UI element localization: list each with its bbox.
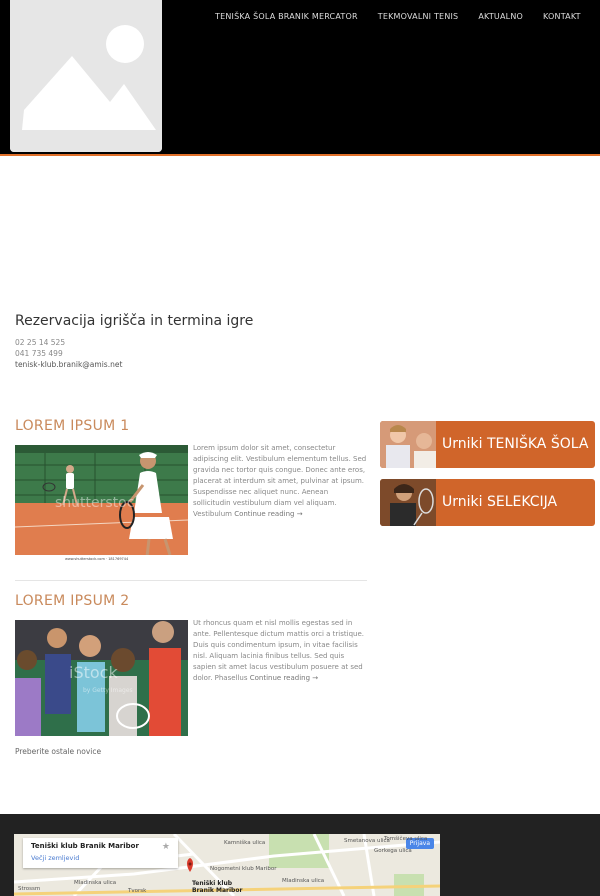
- reservation-section: [15, 313, 415, 370]
- banner-selekcija[interactable]: [380, 479, 595, 526]
- post-title[interactable]: LOREM IPSUM 1: [15, 418, 130, 434]
- banner-label: Urniki TENIŠKA ŠOLA: [442, 436, 589, 452]
- image-placeholder-icon: [10, 0, 162, 152]
- phone-2: 041 735 499: [15, 349, 63, 358]
- phone-1: 02 25 14 525: [15, 338, 66, 347]
- map-pin-label: Teniški klub Branik Maribor: [192, 880, 243, 894]
- reservation-title: Rezervacija igrišča in termina igre: [15, 313, 254, 329]
- street-label: Mladinska ulica: [74, 880, 117, 886]
- star-icon[interactable]: ★: [161, 842, 170, 852]
- google-map[interactable]: [14, 834, 440, 896]
- post-2: [15, 593, 367, 694]
- site-footer: [0, 814, 600, 896]
- post-excerpt: Lorem ipsum dolor sit amet, consectetur adipiscing elit. Vestibulum elementum tellus. Sed gravida nec tortor quis congue. Donec ante eros, placerat at interdum sit amet, pulvinar at ipsum. Suspendisse nec aliquet nunc. Aenean sollicitudin vestibulum diam vel aliquam. Vestibulum Continue reading →: [193, 444, 367, 518]
- watermark: shutterstock: [55, 495, 143, 511]
- post-divider: [15, 580, 367, 581]
- post-thumbnail[interactable]: [15, 620, 188, 736]
- image-caption: www.shutterstock.com · 181769744: [65, 557, 129, 561]
- banner-label: Urniki SELEKCIJA: [442, 494, 558, 510]
- street-label: Tvorsk: [128, 888, 147, 894]
- site-header: [0, 0, 600, 156]
- nav-item-aktualno[interactable]: AKTUALNO: [478, 12, 523, 21]
- image-caption: by Getty Images: [83, 687, 133, 694]
- continue-reading-link[interactable]: Continue reading →: [234, 510, 303, 518]
- nav-item-tekmovalni-tenis[interactable]: TEKMOVALNI TENIS: [377, 12, 459, 21]
- banner-teniska-sola[interactable]: [380, 421, 595, 468]
- street-label: Kamniška ulica: [224, 840, 266, 846]
- post-thumbnail[interactable]: [15, 445, 188, 561]
- signin-button[interactable]: Prijava: [406, 838, 434, 849]
- watermark: iStock: [69, 663, 118, 682]
- kids-photo: [380, 421, 436, 468]
- street-label: Mladinska ulica: [282, 878, 325, 884]
- tennis-photo-1: [15, 445, 188, 561]
- post-1: [15, 418, 367, 561]
- map-place-card: [23, 838, 178, 868]
- post-excerpt: Ut rhoncus quam et nisl mollis egestas sed in ante. Pellentesque dictum mattis orci a tristique. Duis quis condimentum ipsum, in vitae facilisis nisl. Aliquam lacinia finibus tellus. Sed quis sapien sit amet lacus vestibulum posuere at sed dolor. Phasellus Continue reading →: [193, 619, 364, 682]
- older-posts-link[interactable]: Preberite ostale novice: [15, 747, 102, 756]
- tennis-photo-2: [15, 620, 188, 736]
- street-label: Strossm: [18, 886, 41, 892]
- continue-reading-link[interactable]: Continue reading →: [249, 674, 319, 682]
- site-logo[interactable]: [10, 0, 162, 152]
- post-title[interactable]: LOREM IPSUM 2: [15, 593, 130, 609]
- player-photo: [380, 479, 436, 526]
- street-label: Gorkega ulica: [374, 848, 412, 854]
- main-nav: [205, 12, 591, 22]
- larger-map-link[interactable]: Večji zemljevid: [31, 854, 80, 862]
- email-link[interactable]: tenisk-klub.branik@amis.net: [15, 360, 123, 369]
- street-label: Tomšičeva ulica: [384, 836, 428, 842]
- nav-item-teniska-sola[interactable]: TENIŠKA ŠOLA BRANIK MERCATOR: [215, 12, 358, 21]
- nav-item-kontakt[interactable]: KONTAKT: [543, 12, 581, 21]
- street-label: Smetanova ulica: [344, 838, 390, 844]
- street-label: Nogometni klub Maribor: [210, 866, 277, 872]
- map-place-name: Teniški klub Branik Maribor: [31, 842, 139, 850]
